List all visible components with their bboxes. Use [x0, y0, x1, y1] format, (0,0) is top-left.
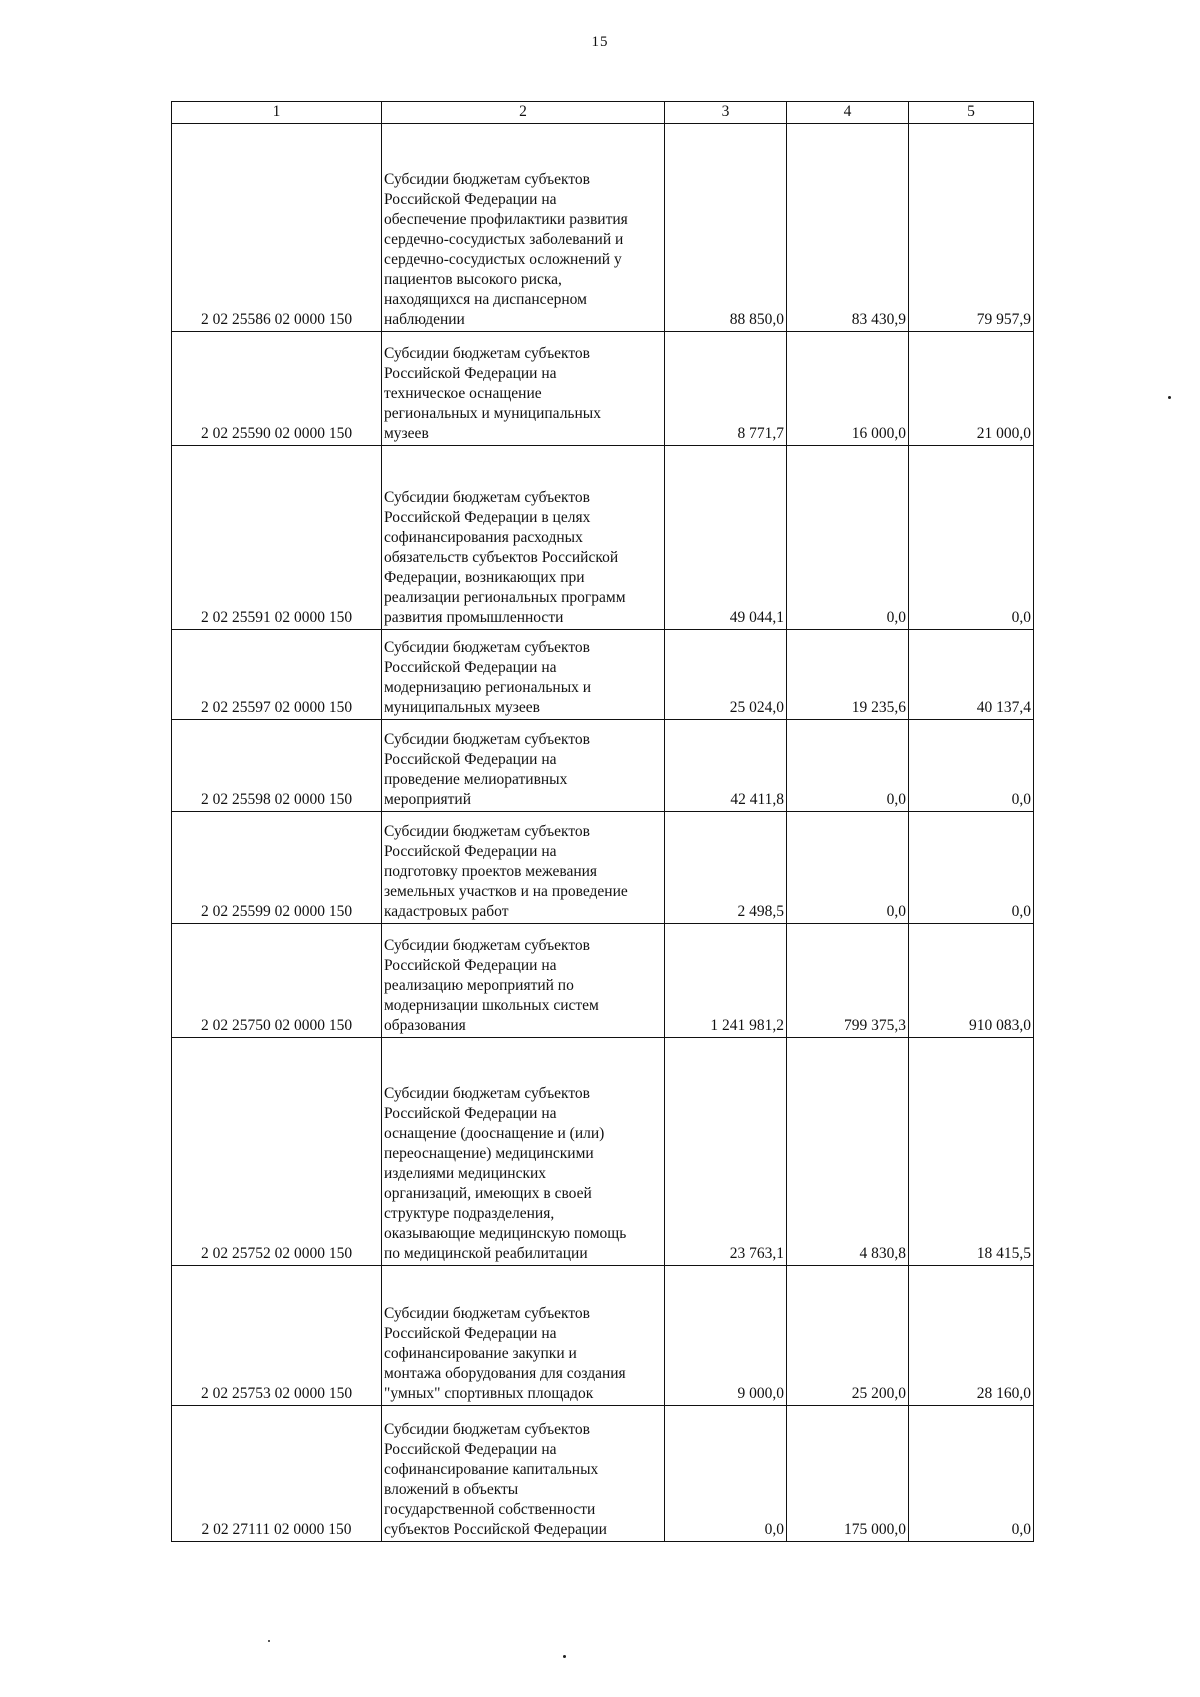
- row-description: Субсидии бюджетам субъектов Российской Федерации в целях софинансирования расходных обязательств субъектов Российской Федерации, возникающих при реализации региональных программ развития промышленности: [382, 446, 665, 630]
- budget-code: 2 02 25597 02 0000 150: [172, 630, 382, 720]
- row-description: Субсидии бюджетам субъектов Российской Федерации на оснащение (дооснащение и (или) переоснащение) медицинскими изделиями медицинских организаций, имеющих в своей структуре подразделения, оказывающие медицинскую помощь по медицинской реабилитации: [382, 1038, 665, 1266]
- amount-col-4: 4 830,8: [787, 1038, 909, 1266]
- amount-col-5: 18 415,5: [909, 1038, 1034, 1266]
- table-row: [172, 1038, 1034, 1266]
- amount-col-3: 49 044,1: [665, 446, 787, 630]
- scan-speck: [1168, 396, 1171, 399]
- table-row: [172, 812, 1034, 924]
- budget-table: [171, 101, 1034, 1542]
- header-col-3: 3: [665, 102, 787, 124]
- header-col-4: 4: [787, 102, 909, 124]
- amount-col-4: 16 000,0: [787, 332, 909, 446]
- budget-code: 2 02 27111 02 0000 150: [172, 1406, 382, 1542]
- amount-col-4: 0,0: [787, 812, 909, 924]
- header-col-2: 2: [382, 102, 665, 124]
- budget-code: 2 02 25753 02 0000 150: [172, 1266, 382, 1406]
- amount-col-5: 79 957,9: [909, 124, 1034, 332]
- amount-col-4: 25 200,0: [787, 1266, 909, 1406]
- amount-col-5: 0,0: [909, 812, 1034, 924]
- amount-col-3: 42 411,8: [665, 720, 787, 812]
- budget-code: 2 02 25586 02 0000 150: [172, 124, 382, 332]
- row-description: Субсидии бюджетам субъектов Российской Федерации на софинансирование закупки и монтажа оборудования для создания "умных" спортивных площадок: [382, 1266, 665, 1406]
- amount-col-5: 0,0: [909, 720, 1034, 812]
- amount-col-3: 9 000,0: [665, 1266, 787, 1406]
- amount-col-5: 21 000,0: [909, 332, 1034, 446]
- amount-col-4: 175 000,0: [787, 1406, 909, 1542]
- table-row: [172, 1266, 1034, 1406]
- budget-code: 2 02 25590 02 0000 150: [172, 332, 382, 446]
- header-col-1: 1: [172, 102, 382, 124]
- budget-code: 2 02 25752 02 0000 150: [172, 1038, 382, 1266]
- table-row: [172, 630, 1034, 720]
- header-col-5: 5: [909, 102, 1034, 124]
- amount-col-4: 83 430,9: [787, 124, 909, 332]
- table-row: [172, 124, 1034, 332]
- row-description: Субсидии бюджетам субъектов Российской Федерации на софинансирование капитальных вложений в объекты государственной собственности субъектов Российской Федерации: [382, 1406, 665, 1542]
- amount-col-4: 0,0: [787, 446, 909, 630]
- amount-col-3: 1 241 981,2: [665, 924, 787, 1038]
- amount-col-3: 25 024,0: [665, 630, 787, 720]
- amount-col-5: 910 083,0: [909, 924, 1034, 1038]
- amount-col-4: 799 375,3: [787, 924, 909, 1038]
- amount-col-3: 23 763,1: [665, 1038, 787, 1266]
- amount-col-5: 40 137,4: [909, 630, 1034, 720]
- row-description: Субсидии бюджетам субъектов Российской Федерации на обеспечение профилактики развития сердечно-сосудистых заболеваний и сердечно-сосудистых осложнений у пациентов высокого риска, находящихся на диспансерном наблюдении: [382, 124, 665, 332]
- budget-code: 2 02 25750 02 0000 150: [172, 924, 382, 1038]
- amount-col-5: 0,0: [909, 446, 1034, 630]
- amount-col-3: 88 850,0: [665, 124, 787, 332]
- table-row: [172, 924, 1034, 1038]
- scan-speck: [563, 1655, 566, 1658]
- amount-col-3: 2 498,5: [665, 812, 787, 924]
- table-row: [172, 720, 1034, 812]
- budget-code: 2 02 25599 02 0000 150: [172, 812, 382, 924]
- row-description: Субсидии бюджетам субъектов Российской Федерации на модернизацию региональных и муниципальных музеев: [382, 630, 665, 720]
- amount-col-3: 8 771,7: [665, 332, 787, 446]
- scan-speck: [268, 1640, 270, 1642]
- row-description: Субсидии бюджетам субъектов Российской Федерации на реализацию мероприятий по модернизации школьных систем образования: [382, 924, 665, 1038]
- row-description: Субсидии бюджетам субъектов Российской Федерации на проведение мелиоративных мероприятий: [382, 720, 665, 812]
- page-number: 15: [591, 34, 609, 50]
- table-row: [172, 332, 1034, 446]
- budget-code: 2 02 25598 02 0000 150: [172, 720, 382, 812]
- amount-col-3: 0,0: [665, 1406, 787, 1542]
- amount-col-5: 28 160,0: [909, 1266, 1034, 1406]
- amount-col-4: 19 235,6: [787, 630, 909, 720]
- table-row: [172, 446, 1034, 630]
- amount-col-4: 0,0: [787, 720, 909, 812]
- header-row: [172, 102, 1034, 124]
- row-description: Субсидии бюджетам субъектов Российской Федерации на техническое оснащение региональных и муниципальных музеев: [382, 332, 665, 446]
- row-description: Субсидии бюджетам субъектов Российской Федерации на подготовку проектов межевания земельных участков и на проведение кадастровых работ: [382, 812, 665, 924]
- amount-col-5: 0,0: [909, 1406, 1034, 1542]
- table-body: [172, 124, 1034, 1542]
- table-row: [172, 1406, 1034, 1542]
- budget-code: 2 02 25591 02 0000 150: [172, 446, 382, 630]
- table-header: [172, 102, 1034, 124]
